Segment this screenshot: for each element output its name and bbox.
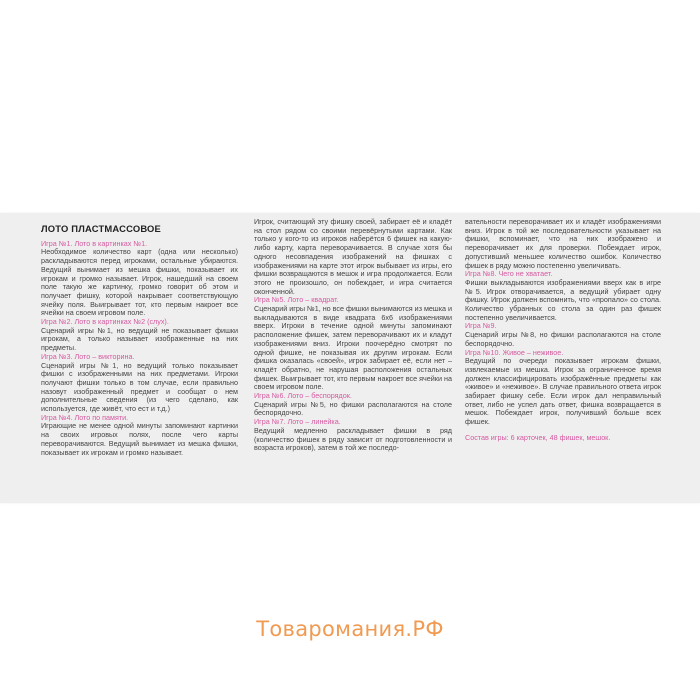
game-2 xyxy=(41,318,238,353)
game-7 xyxy=(254,418,452,453)
game-8 xyxy=(465,270,661,322)
game-5-text: Сценарий игры №1, но все фишки вынимаются из мешка и выкладываются в виде квадрата 6х6 изображениями вверх. Игроки в течение одной минуты запоминают расположение фишек, затем переворачивают их и кладут изображениями вниз. Игроки поочерёдно смотрят по одной фишке, не показывая их другим игрокам. Если фишка оказалась «своей», игрок забирает её, если нет – кладёт обратно, не нарушая расположения остальных фишек. Выигрывает тот, кто первым накроет все ячейки на своем игровом поле. xyxy=(254,304,453,392)
game-8-title: Игра №8. Чего не хватает. xyxy=(465,269,553,279)
game-9-text: Сценарий игры №8, но фишки располагаются на столе беспорядочно. xyxy=(465,330,661,348)
game-4-title: Игра №4. Лото по памяти. xyxy=(41,412,129,422)
game-10 xyxy=(465,349,661,427)
set-composition: Состав игры: 6 карточек, 48 фишек, мешок. xyxy=(465,432,611,442)
game-10-text: Ведущий по очереди показывает игрокам фишки, извлекаемые из мешка. Игрок за ограниченное время должен классифицировать изображённые предметы как «живое» и «неживое». В случае правильного ответа игрок забирает фишку себе. Если игрок дал неправильный ответ, либо не успел дать ответ, фишка возвращается в мешок. Побеждает игрок, получивший больше всех фишек. xyxy=(465,356,661,427)
game-4-continued: Игрок, считающий эту фишку своей, забирает её и кладёт на стол рядом со своими перевёрнутыми картами. Как только у кого-то из игроков наберётся 6 фишек на какую-либо карту, карта переворачивается. В случае хотя бы одного несовпадения изображений на фишках с изображениями на карте этот игрок выбывает из игры, его фишки возвращаются в мешок и игра продолжается. Если этого не произошло, он побеждает, и игра считается оконченной. xyxy=(254,217,452,296)
game-1 xyxy=(41,240,238,318)
game-2-title: Игра №2. Лото в картинках №2 (слух). xyxy=(41,317,169,327)
game-4-text: Играющие не менее одной минуты запоминают картинки на своих игровых полях, после чего карты переворачиваются. Ведущий вынимает из мешка фишки, показывает их игрокам и громко называет. xyxy=(41,421,238,457)
game-1-title: Игра №1. Лото в картинках №1. xyxy=(41,238,148,248)
game-3-title: Игра №3. Лото – викторина. xyxy=(41,351,135,361)
game-6 xyxy=(254,392,452,418)
game-6-title: Игра №6. Лото – беспорядок. xyxy=(254,391,352,401)
game-7-text: Ведущий медленно раскладывает фишки в ряд (количество фишек в ряду зависит от подготовленности и возраста игроков), затем в той же последо- xyxy=(254,425,452,453)
game-1-text: Необходимое количество карт (одна или несколько) раскладываются перед игроками, остальные убираются. Ведущий вынимает из мешка фишки, показывает их игрокам и громко называет. Игрок, нашедший на своем поле такую же картинку, громко говорит об этом и получает фишку, которой накрывает соответствующую ячейку поля. Выигрывает тот, кто первым накроет все ячейки на своем игровом поле. xyxy=(41,247,238,318)
game-7-continued: вательности переворачивает их и кладёт изображениями вниз. Игрок в той же последовательности указывает на фишки, вспоминает, что на них изображено и переворачивает их для проверки. Побеждает игрок, допустивший меньшее количество ошибок. Количество фишек в ряду можно постепенно увеличивать. xyxy=(465,217,661,270)
game-5-title: Игра №5. Лото – квадрат. xyxy=(254,295,339,305)
column-right xyxy=(465,218,661,443)
game-5 xyxy=(254,296,452,392)
game-8-text: Фишки выкладываются изображениями вверх как в игре №5. Игрок отворачивается, а ведущий убирает одну фишку. Игрок должен вспомнить, что «пропало» со стола. Количество убранных со стола за один раз фишек постепенно увеличивается. xyxy=(465,277,661,322)
game-7-title: Игра №7. Лото – линейка. xyxy=(254,417,341,427)
column-middle xyxy=(254,218,452,453)
game-3-text: Сценарий игры №1, но ведущий только показывает фишки с изображенными на них предметами. Игроки получают фишки только в том случае, если правильно назовут изображенный предмет и сообщат о нем дополнительные сведения (из чего сделано, как используется, где живёт, что ест и т.д.) xyxy=(41,360,238,414)
column-left xyxy=(41,218,238,457)
game-9 xyxy=(465,322,661,348)
game-2-text: Сценарий игры №1, но ведущий не показывает фишки игрокам, а только называет изображенные на них предметы. xyxy=(41,325,238,353)
game-3 xyxy=(41,353,238,414)
game-6-text: Сценарий игры №5, но фишки располагаются на столе беспорядочно. xyxy=(254,399,452,418)
game-4 xyxy=(41,414,238,458)
page-title: ЛОТО ПЛАСТМАССОВОЕ xyxy=(41,223,162,234)
game-9-title: Игра №9. xyxy=(465,321,497,331)
game-10-title: Игра №10. Живое – неживое. xyxy=(465,347,564,357)
brand-watermark: Товаромания.РФ xyxy=(256,617,444,641)
instruction-card xyxy=(0,213,700,503)
